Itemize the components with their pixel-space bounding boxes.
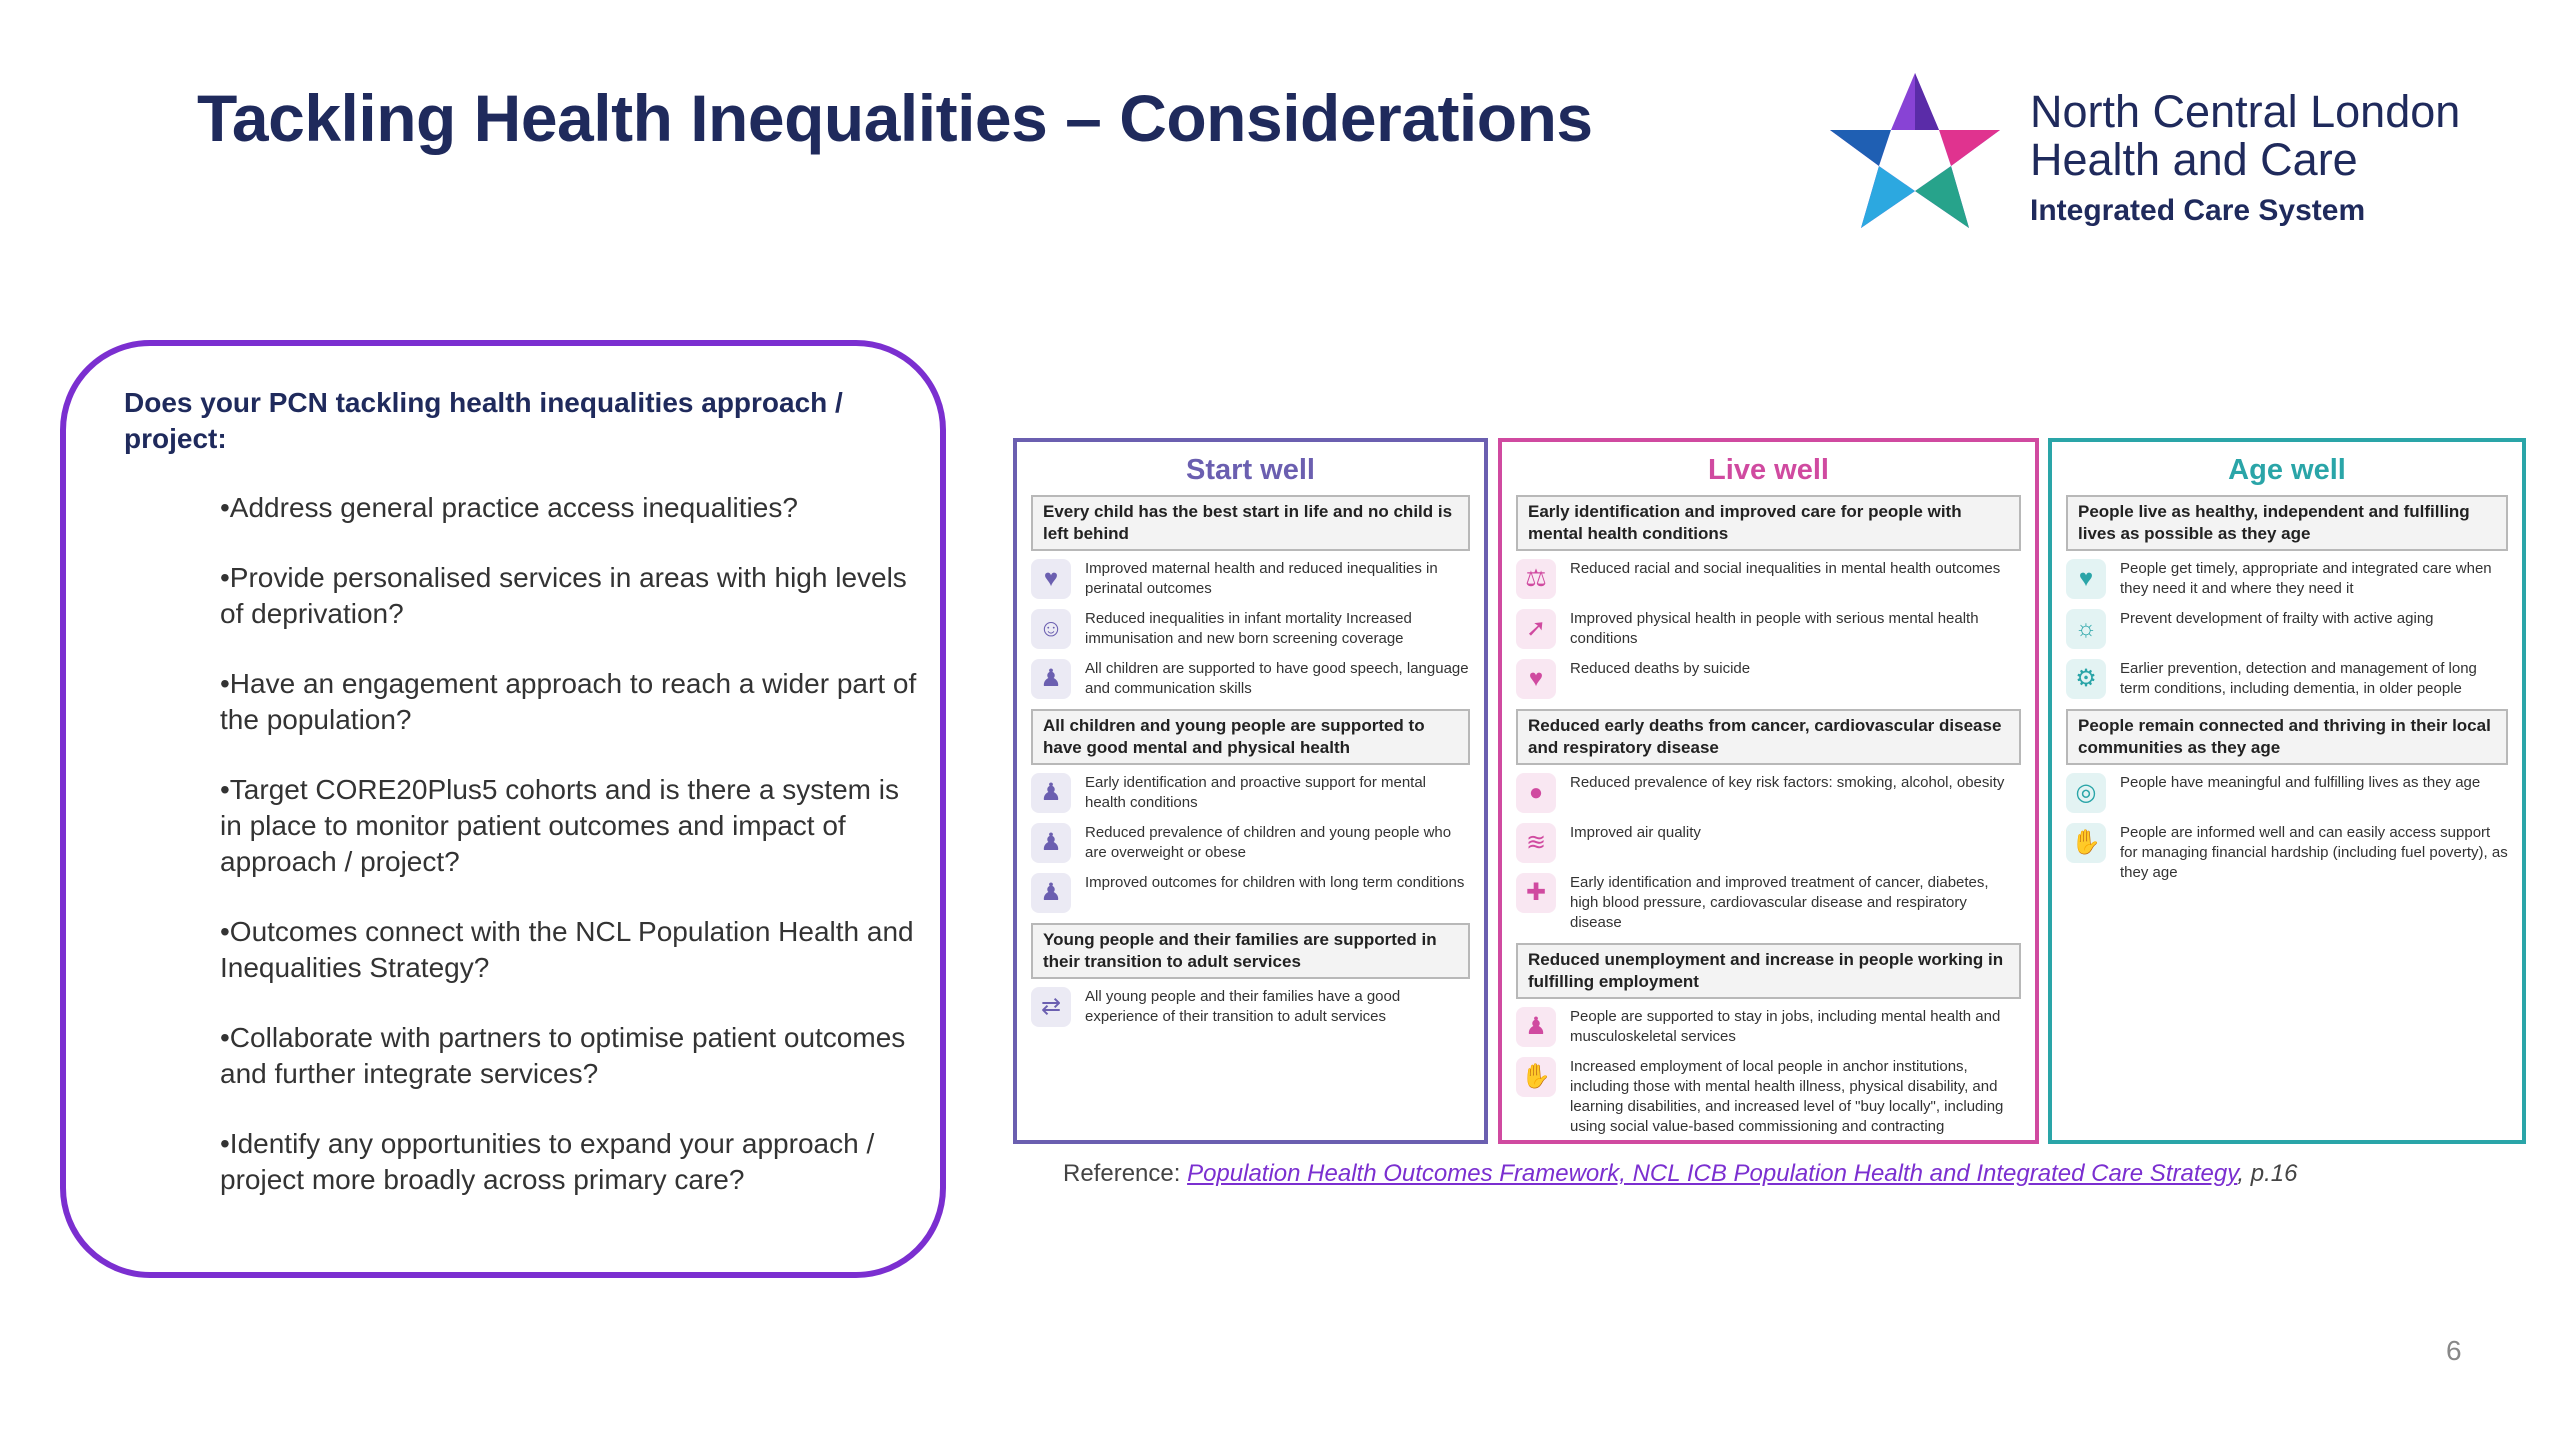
section-heading: Early identification and improved care for people with mental health conditions <box>1516 495 2021 551</box>
running-icon: ➚ <box>1516 609 1556 649</box>
outcome-text: People have meaningful and fulfilling lives as they age <box>2120 774 2481 791</box>
page-number: 6 <box>2446 1335 2462 1366</box>
outcome-text: Improved physical health in people with serious mental health conditions <box>1570 610 1979 647</box>
outcome-text: Improved maternal health and reduced inequalities in perinatal outcomes <box>1085 560 1438 597</box>
outcome-text: Earlier prevention, detection and management of long term conditions, including dementia, in older people <box>2120 660 2477 697</box>
heart-icon: ♥ <box>1516 659 1556 699</box>
mother-baby-icon: ♥ <box>1031 559 1071 599</box>
outcome-text: Reduced racial and social inequalities in mental health outcomes <box>1570 560 2001 577</box>
reference-line <box>1063 1160 2297 1188</box>
outcome-item <box>1031 987 1470 1027</box>
section-heading: Every child has the best start in life and no child is left behind <box>1031 495 1470 551</box>
question-item: •Outcomes connect with the NCL Population Health and Inequalities Strategy? <box>220 916 914 983</box>
outcome-item <box>1516 873 2021 933</box>
outcome-text: People are informed well and can easily access support for managing financial hardship (including fuel poverty), as they age <box>2120 824 2508 881</box>
handshake-icon: ✋ <box>1516 1057 1556 1097</box>
section-heading: People remain connected and thriving in their local communities as they age <box>2066 709 2508 765</box>
outcome-item <box>1516 559 2021 599</box>
panel-age-well <box>2048 438 2526 1144</box>
outcome-item <box>1031 823 1470 863</box>
question-item: •Identify any opportunities to expand your approach / project more broadly across primary care? <box>220 1128 875 1195</box>
section-heading: Reduced unemployment and increase in people working in fulfilling employment <box>1516 943 2021 999</box>
section-heading: Reduced early deaths from cancer, cardiovascular disease and respiratory disease <box>1516 709 2021 765</box>
outcome-item <box>1516 773 2021 813</box>
panel-start-well <box>1013 438 1488 1144</box>
logo-line-2: Health and Care <box>2030 134 2358 185</box>
outcome-text: All young people and their families have a good experience of their transition to adult services <box>1085 988 1401 1025</box>
outcome-text: Reduced prevalence of children and young people who are overweight or obese <box>1085 824 1452 861</box>
panel-title: Live well <box>1708 454 1829 486</box>
outcome-item <box>1516 609 2021 649</box>
outcome-item <box>2066 823 2508 883</box>
question-item: •Provide personalised services in areas with high levels of deprivation? <box>220 562 907 629</box>
outcome-text: All children are supported to have good speech, language and communication skills <box>1085 660 1469 697</box>
reference-page: , p.16 <box>2237 1160 2298 1187</box>
reference-prefix: Reference: <box>1063 1160 1188 1187</box>
screening-icon: ✚ <box>1516 873 1556 913</box>
logo-line-1: North Central London <box>2030 86 2461 137</box>
panel-live-well <box>1498 438 2039 1144</box>
community-icon: ◎ <box>2066 773 2106 813</box>
worker-icon: ♟ <box>1516 1007 1556 1047</box>
question-item: •Have an engagement approach to reach a wider part of the population? <box>220 668 917 735</box>
outcome-item <box>1516 659 2021 699</box>
outcome-text: Improved outcomes for children with long term conditions <box>1085 874 1465 891</box>
outcome-text: Prevent development of frailty with active aging <box>2120 610 2434 627</box>
outcome-item <box>2066 659 2508 699</box>
outcome-text: Reduced deaths by suicide <box>1570 660 1751 677</box>
children-icon: ♟ <box>1031 659 1071 699</box>
outcome-text: Improved air quality <box>1570 824 1701 841</box>
transition-icon: ⇄ <box>1031 987 1071 1027</box>
risk-factors-icon: ● <box>1516 773 1556 813</box>
air-quality-icon: ≋ <box>1516 823 1556 863</box>
star-logo-icon <box>1815 68 2015 258</box>
young-people-icon: ♟ <box>1031 823 1071 863</box>
ncl-logo <box>1815 68 2495 258</box>
outcome-text: Early identification and proactive support for mental health conditions <box>1085 774 1427 811</box>
outcome-item <box>1031 609 1470 649</box>
reference-link[interactable]: Population Health Outcomes Framework, NCL ICB Population Health and Integrated Care Strategy <box>1187 1160 2238 1187</box>
questions-heading: Does your PCN tackling health inequalities approach / project: <box>124 387 843 454</box>
panel-title: Start well <box>1186 454 1315 486</box>
panel-title: Age well <box>2228 454 2346 486</box>
section-heading: People live as healthy, independent and fulfilling lives as possible as they age <box>2066 495 2508 551</box>
outcome-text: Reduced prevalence of key risk factors: smoking, alcohol, obesity <box>1570 774 2005 791</box>
slide-title: Tackling Health Inequalities – Considerations <box>197 81 1593 155</box>
outcome-text: Increased employment of local people in anchor institutions, including those with mental health illness, physical disability, and learning disabilities, and increased level of "buy locally", including using social value-based commissioning and contracting <box>1570 1058 2004 1135</box>
gears-icon: ⚙ <box>2066 659 2106 699</box>
section-heading: All children and young people are supported to have good mental and physical health <box>1031 709 1470 765</box>
logo-line-3: Integrated Care System <box>2030 194 2366 227</box>
questions-list <box>220 490 920 1232</box>
outcome-text: Reduced inequalities in infant mortality Increased immunisation and new born screening coverage <box>1085 610 1412 647</box>
scales-icon: ⚖ <box>1516 559 1556 599</box>
kids-icon: ♟ <box>1031 873 1071 913</box>
outcome-item <box>1516 823 2021 863</box>
outcome-item <box>1516 1007 2021 1047</box>
family-icon: ♟ <box>1031 773 1071 813</box>
question-item: •Target CORE20Plus5 cohorts and is there a system is in place to monitor patient outcomes and impact of approach / project? <box>220 774 899 877</box>
outcome-item <box>1516 1057 2021 1137</box>
question-item: •Collaborate with partners to optimise patient outcomes and further integrate services? <box>220 1022 906 1089</box>
active-ageing-icon: ☼ <box>2066 609 2106 649</box>
care-hands-icon: ♥ <box>2066 559 2106 599</box>
outcome-item <box>1031 559 1470 599</box>
outcome-item <box>2066 559 2508 599</box>
outcome-text: Early identification and improved treatment of cancer, diabetes, high blood pressure, cardiovascular disease and respiratory disease <box>1570 874 1989 931</box>
section-heading: Young people and their families are supported in their transition to adult services <box>1031 923 1470 979</box>
informed-icon: ✋ <box>2066 823 2106 863</box>
baby-icon: ☺ <box>1031 609 1071 649</box>
outcome-item <box>2066 773 2508 813</box>
outcome-item <box>1031 659 1470 699</box>
outcome-item <box>1031 873 1470 913</box>
outcome-item <box>2066 609 2508 649</box>
outcome-item <box>1031 773 1470 813</box>
question-item: •Address general practice access inequalities? <box>220 492 798 523</box>
outcome-text: People get timely, appropriate and integrated care when they need it and where they need it <box>2120 560 2492 597</box>
outcome-text: People are supported to stay in jobs, including mental health and musculoskeletal services <box>1570 1008 2001 1045</box>
